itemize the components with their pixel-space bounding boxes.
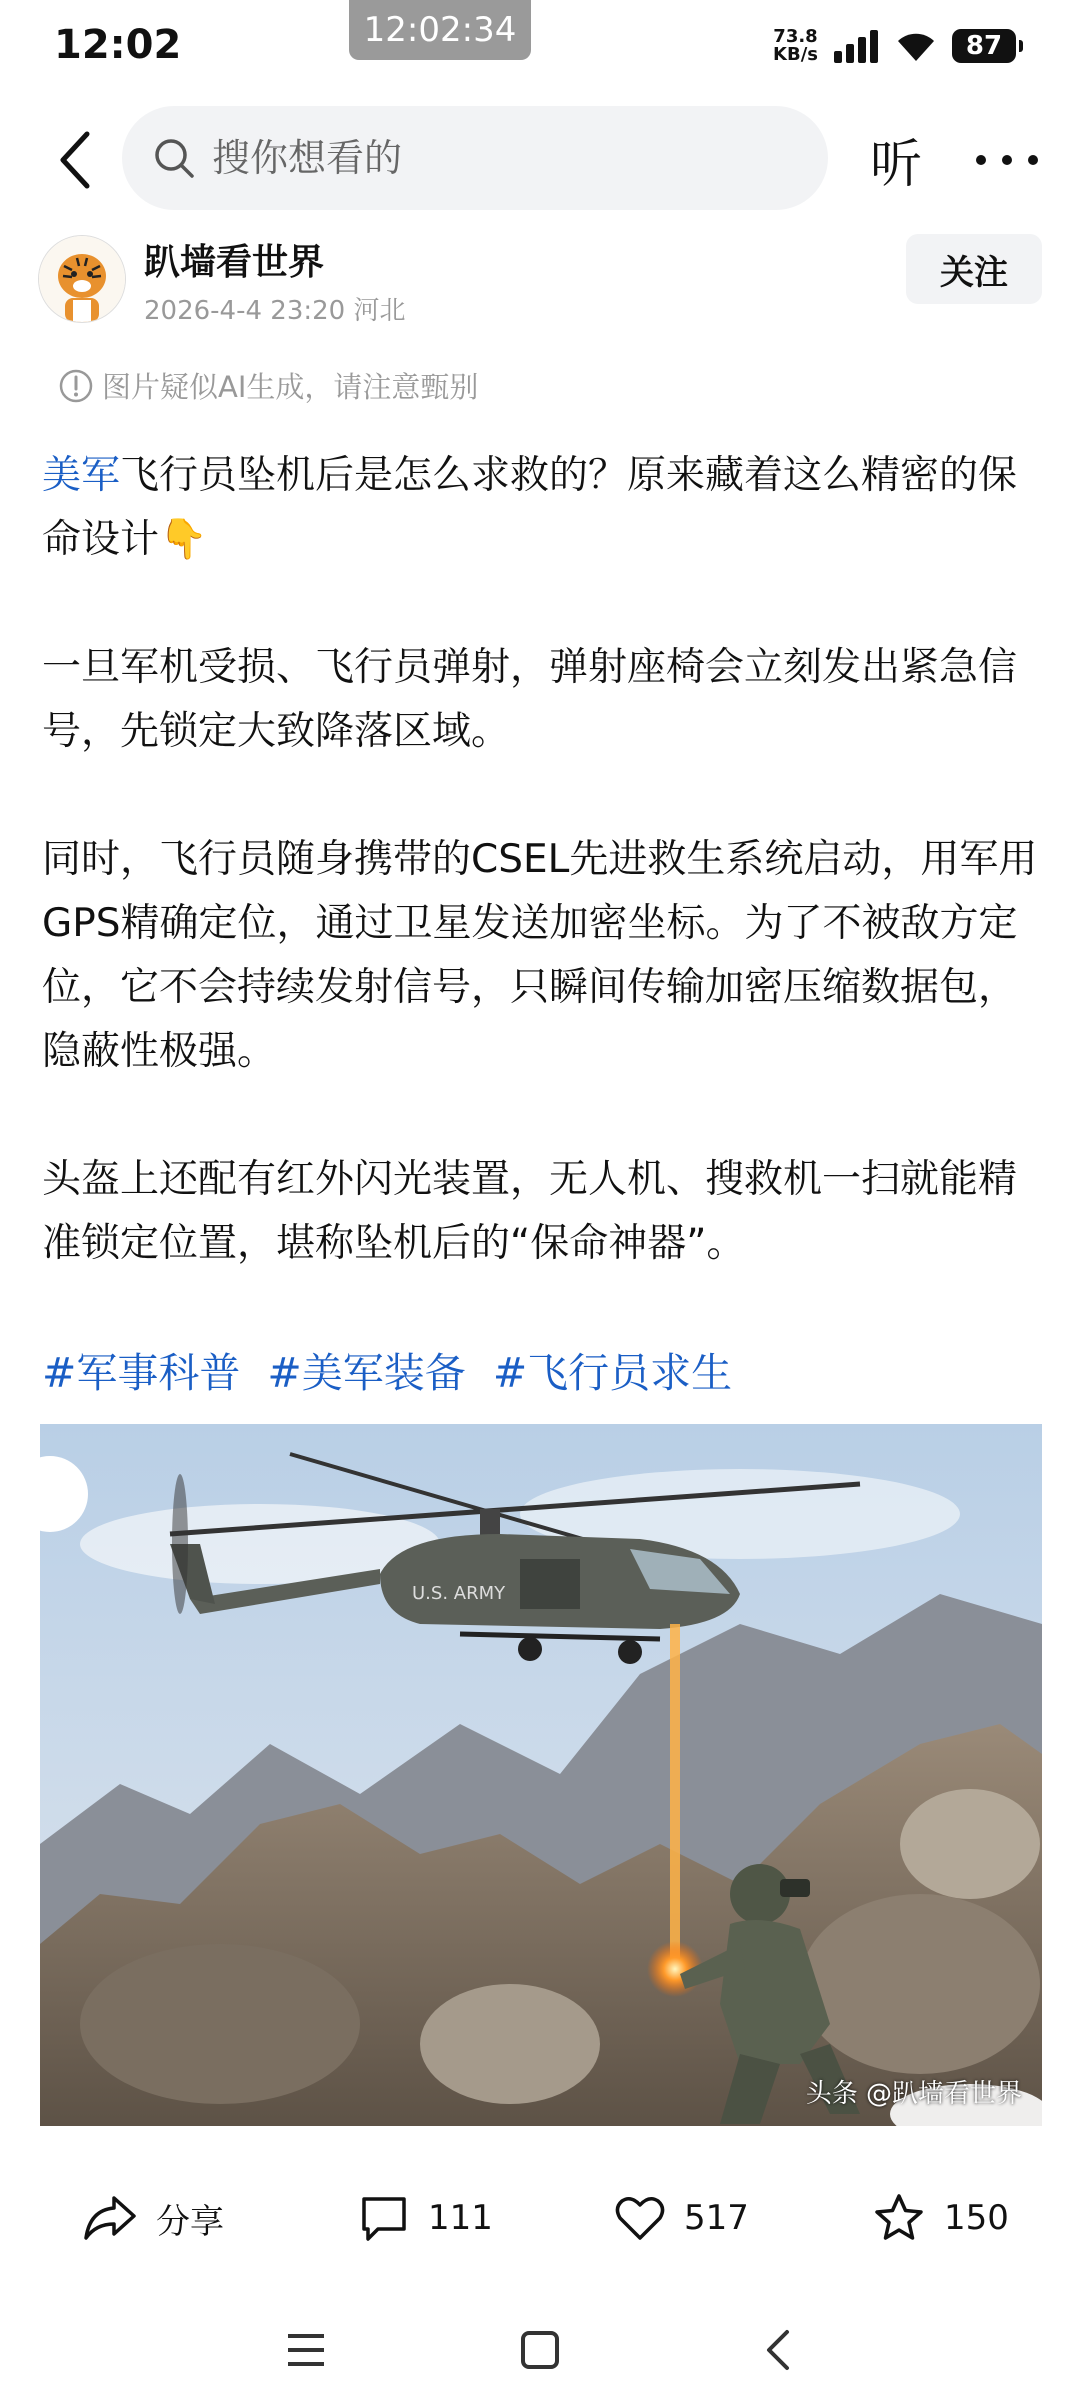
warning-info-icon: [58, 368, 94, 404]
screen-record-time: 12:02:34: [349, 0, 531, 60]
wifi-icon: [894, 29, 938, 63]
like-button[interactable]: [614, 2178, 749, 2258]
post-paragraph-4: 头盔上还配有红外闪光装置，无人机、搜救机一扫就能精准锁定位置，堪称坠机后的“保命神器”。: [42, 1157, 1018, 1266]
comment-count: 111: [428, 2198, 493, 2238]
image-watermark: 头条 @趴墙看世界: [805, 2079, 1022, 2109]
action-bar: [0, 2178, 1080, 2258]
signal-icon: [832, 29, 880, 63]
search-icon: [152, 136, 196, 180]
comment-button[interactable]: [358, 2178, 493, 2258]
hashtag-list: [42, 1340, 746, 1399]
back-button[interactable]: [40, 125, 110, 195]
share-label: 分享: [156, 2201, 224, 2242]
search-input[interactable]: [210, 135, 774, 181]
post-paragraph-1: [42, 444, 1042, 572]
highlight-link[interactable]: 美军: [42, 453, 121, 498]
post-image[interactable]: [40, 1424, 1042, 2126]
top-bar: [0, 100, 1080, 220]
post-location: 河北: [353, 296, 406, 326]
battery-icon: [952, 29, 1016, 63]
more-dots-icon: [975, 154, 1039, 166]
home-square-icon: [520, 2330, 560, 2370]
star-icon: [872, 2192, 926, 2244]
post-paragraph-2: 一旦军机受损、飞行员弹射，弹射座椅会立刻发出紧急信号，先锁定大致降落区域。: [42, 645, 1018, 754]
post-body: [42, 444, 1042, 1276]
net-speed: [773, 28, 818, 64]
status-bar: [0, 0, 1080, 100]
author-row: [0, 230, 1080, 330]
favorite-button[interactable]: [872, 2178, 1009, 2258]
search-bar[interactable]: [122, 106, 828, 210]
share-icon: [82, 2192, 138, 2244]
follow-button[interactable]: 关注: [906, 234, 1042, 304]
ai-generated-notice: [58, 365, 478, 406]
favorite-count: 150: [944, 2198, 1009, 2238]
back-nav-button[interactable]: [748, 2320, 808, 2380]
like-count: 517: [684, 2198, 749, 2238]
net-speed-unit: KB/s: [773, 44, 818, 65]
comment-icon: [358, 2193, 410, 2243]
hashtag-link[interactable]: #军事科普: [42, 1349, 241, 1397]
avatar[interactable]: [38, 235, 126, 323]
hashtag-link[interactable]: #美军装备: [267, 1349, 466, 1397]
menu-icon: [286, 2332, 326, 2368]
fuselage-text: U.S. ARMY: [412, 1583, 506, 1604]
status-icons: [773, 28, 1016, 64]
heart-icon: [614, 2194, 666, 2242]
helicopter-rescue-illustration: [40, 1424, 1042, 2126]
battery-level: 87: [965, 31, 1003, 61]
paragraph-1-text: 飞行员坠机后是怎么求救的？原来藏着这么精密的保命设计👇: [42, 453, 1018, 562]
hashtag-link[interactable]: #飞行员求生: [492, 1349, 733, 1397]
home-nav-button[interactable]: [510, 2320, 570, 2380]
author-name[interactable]: 趴墙看世界: [144, 242, 325, 283]
tiger-avatar-icon: [39, 236, 125, 322]
post-meta: [144, 290, 406, 327]
post-paragraph-3: 同时，飞行员随身携带的CSEL先进救生系统启动，用军用GPS精确定位，通过卫星发送加密坐标。为了不被敌方定位，它不会持续发射信号，只瞬间传输加密压缩数据包，隐蔽性极强。: [42, 837, 1038, 1074]
ai-notice-text: 图片疑似AI生成，请注意甄别: [102, 370, 479, 404]
menu-nav-button[interactable]: [276, 2320, 336, 2380]
post-datetime: 2026-4-4 23:20: [144, 296, 346, 326]
back-chevron-icon: [763, 2328, 793, 2372]
status-time: 12:02: [54, 22, 182, 68]
more-button[interactable]: [972, 130, 1042, 190]
net-speed-value: 73.8: [773, 26, 818, 47]
back-arrow-icon: [55, 130, 95, 190]
system-nav-bar: [0, 2300, 1080, 2400]
listen-button[interactable]: 听: [870, 135, 923, 195]
share-button[interactable]: [82, 2178, 224, 2258]
